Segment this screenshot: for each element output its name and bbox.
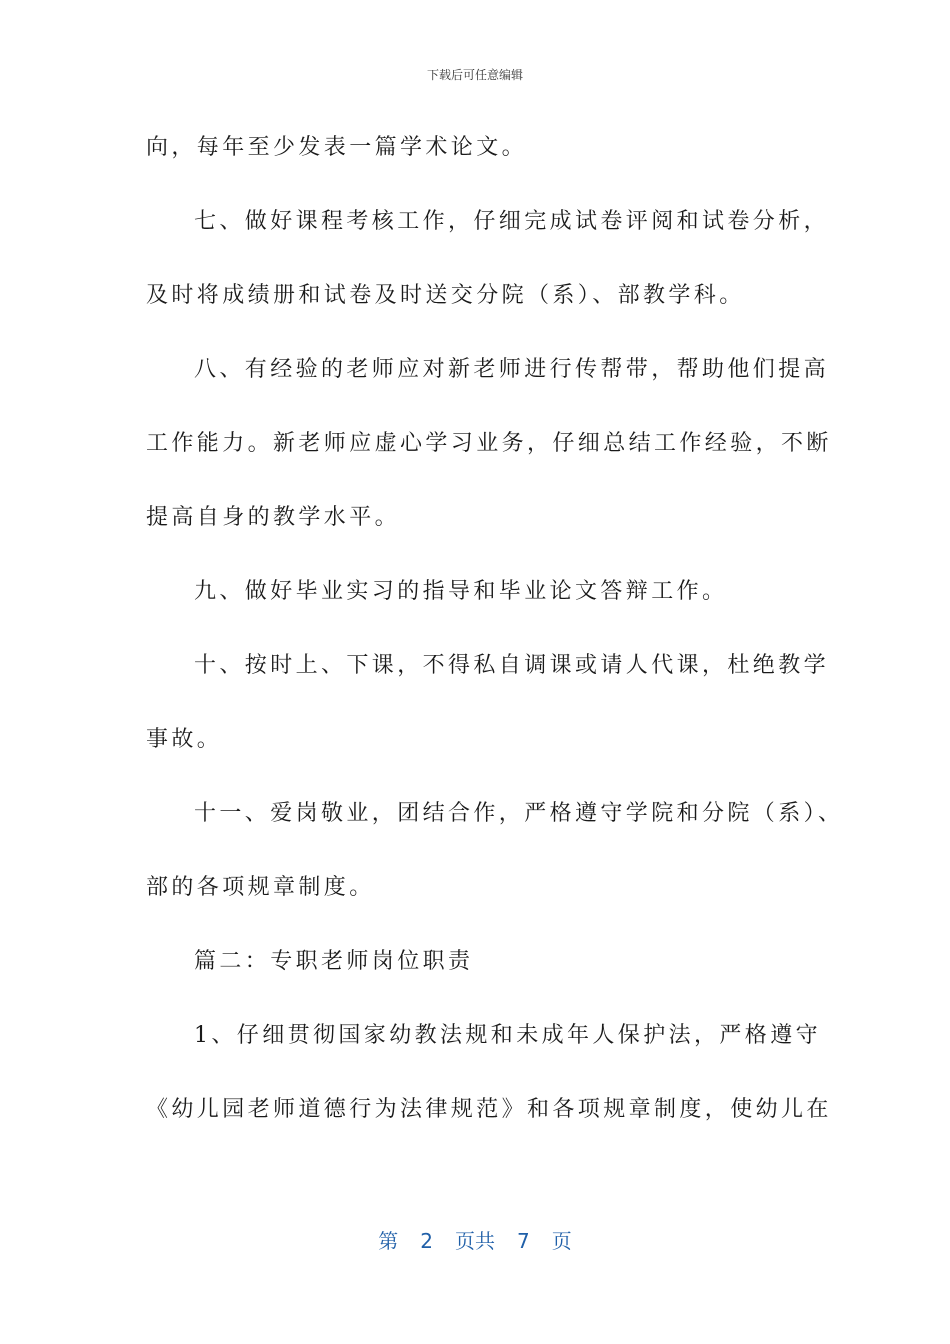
current-page-number: 2 bbox=[420, 1229, 433, 1253]
page-footer-prefix: 第 bbox=[378, 1229, 399, 1253]
body-line: 九、做好毕业实习的指导和毕业论文答辩工作。 bbox=[194, 579, 728, 604]
body-line: 向，每年至少发表一篇学术论文。 bbox=[146, 135, 528, 160]
body-line: 工作能力。新老师应虚心学习业务，仔细总结工作经验，不断 bbox=[146, 431, 832, 456]
body-line: 事故。 bbox=[146, 727, 223, 752]
body-line: 八、有经验的老师应对新老师进行传帮带，帮助他们提高 bbox=[194, 357, 830, 382]
header-note: 下载后可任意编辑 bbox=[426, 68, 523, 82]
page-footer-middle: 页共 bbox=[455, 1229, 495, 1253]
page-footer-suffix: 页 bbox=[551, 1229, 572, 1253]
body-line: 《幼儿园老师道德行为法律规范》和各项规章制度，使幼儿在 bbox=[146, 1097, 832, 1122]
body-line: 十、按时上、下课，不得私自调课或请人代课，杜绝教学 bbox=[194, 653, 830, 678]
section-heading: 篇二：专职老师岗位职责 bbox=[194, 949, 474, 974]
total-pages-number: 7 bbox=[517, 1229, 530, 1253]
page-footer bbox=[0, 1225, 950, 1254]
body-line: 七、做好课程考核工作，仔细完成试卷评阅和试卷分析， bbox=[194, 209, 830, 234]
body-line: 十一、爱岗敬业，团结合作，严格遵守学院和分院（系）、 bbox=[194, 801, 844, 826]
body-line: 提高自身的教学水平。 bbox=[146, 505, 401, 530]
body-line: 及时将成绩册和试卷及时送交分院（系）、部教学科。 bbox=[146, 283, 745, 308]
body-line: 1、仔细贯彻国家幼教法规和未成年人保护法，严格遵守 bbox=[194, 1023, 821, 1048]
body-line: 部的各项规章制度。 bbox=[146, 875, 375, 900]
